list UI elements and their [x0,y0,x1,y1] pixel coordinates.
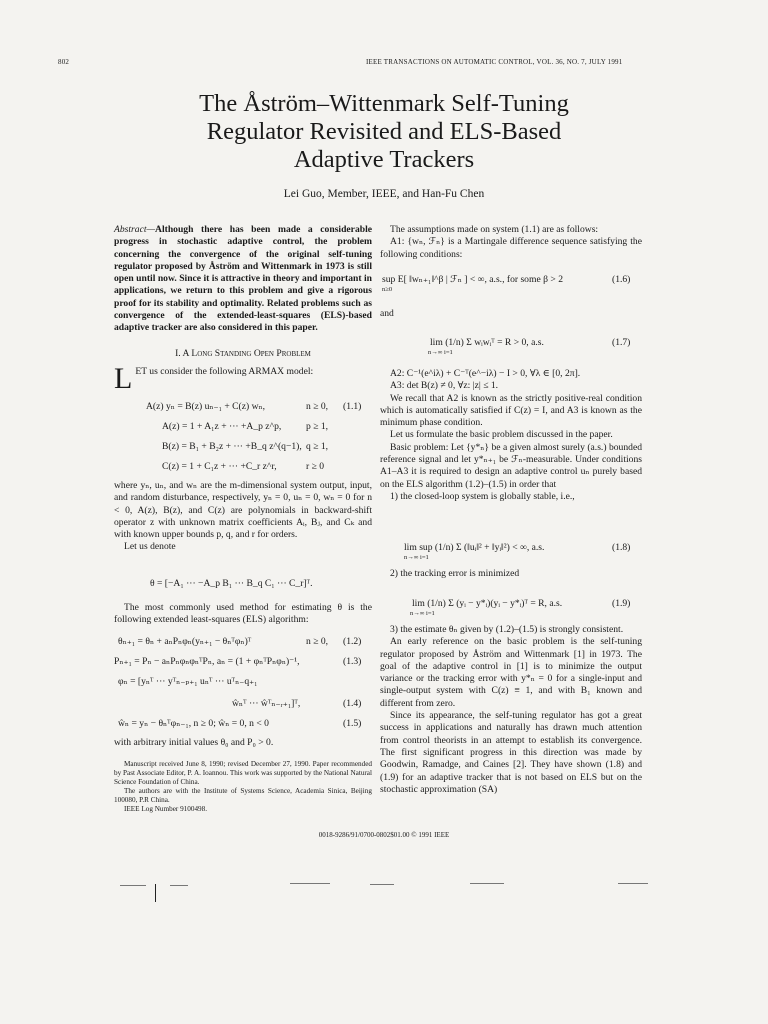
eq-1-5-number: (1.5) [343,718,362,729]
eq-1-9-sub: n→∞ i=1 [410,610,435,617]
scan-mark [155,884,156,902]
section-heading: I. A Long Standing Open Problem [175,348,311,359]
eq-1-2: θₙ₊₁ = θₙ + aₙPₙφₙ(yₙ₊₁ − θₙᵀφₙ)ᵀ [118,636,252,647]
scan-artifact [370,884,394,885]
basic-problem: Basic problem: Let {y*ₙ} be a given almost surely (a.s.) bounded reference signal and let y*ₙ₊₁ be ℱₙ-measurable. Under conditions A1–A3 it is required to design an adaptive control uₙ purely based on the ELS algorithm (1.2)–(1.5) in order that [380,441,642,490]
eq-1-5: ŵₙ = yₙ − θₙᵀφₙ₋₁, n ≥ 0; ŵₙ = 0, n < 0 [118,718,269,729]
eq-1-7: lim (1/n) Σ wᵢwᵢᵀ = R > 0, a.s. [430,337,544,348]
eq-1-4-number: (1.4) [343,698,362,709]
eq-1-6-number: (1.6) [612,274,631,285]
eq-1-2-cond: n ≥ 0, [306,636,329,647]
title-line-3: Adaptive Trackers [293,146,475,173]
intro-text: ET us consider the following ARMAX model: [135,366,314,377]
eq-1-6: sup E[ ‖wₙ₊₁‖^β | ℱₙ ] < ∞, a.s., for some β > 2 [382,274,563,285]
abstract-text: Although there has been made a considerable progress in stochastic adaptive control, the problem concerning the convergence of the original self-tuning regulator proposed by Åström and Wittenmark in 1973 is still open until now. Since it is attractive in theory and important in applications, we return to this problem and give a rigorous proof for its stability and optimality. Related problems such as convergence of the extended-least-squares (ELS)-based adaptive tracker are also considered in this paper. [114,224,372,334]
scan-artifact [290,883,330,884]
eq-1-7-number: (1.7) [612,337,631,348]
eq-1-1-cond-3: q ≥ 1, [306,441,329,452]
abstract-label: Abstract— [114,224,156,235]
scan-artifact [170,885,188,886]
eq-1-1-line-1: A(z) yₙ = B(z) uₙ₋₁ + C(z) wₙ, [146,401,266,412]
footnote-log: IEEE Log Number 9100498. [124,805,208,813]
theta-definition: θ = [−A₁ ··· −A_p B₁ ··· B_q C₁ ··· C_r]ᵀ. [150,578,313,589]
early-reference-paragraph: An early reference on the basic problem is the self-tuning regulator proposed by Åström and Wittenmark [1] in 1973. The goal of the adaptive control in [1] is to minimize the output variance or the tracking error with y*ₙ = 0 for a single-input and single-output system with C(z) ≡ 1, and with B₁ known and different from zero. [380,636,642,709]
assumption-a1: A1: {wₙ, ℱₙ} is a Martingale difference sequence satisfying the following conditions: [380,236,642,260]
init-values [114,737,372,749]
assumption-a3: A3: det B(z) ≠ 0, ∀z: |z| ≤ 1. [390,380,499,392]
running-header: IEEE TRANSACTIONS ON AUTOMATIC CONTROL, VOL. 36, NO. 7, JULY 1991 [366,58,623,66]
model-paragraph: where yₙ, uₙ, and wₙ are the m-dimensional system output, input, and random disturbance, respectively, yₙ = 0, uₙ = 0, wₙ = 0 for n < 0, A(z), B(z), and C(z) are polynomials in backward-shift operator z with unknown matrix coefficients Aᵢ, Bⱼ, and Cₖ and with known upper bounds p, q, and r for orders. [114,480,372,541]
eq-1-9-number: (1.9) [612,598,631,609]
eq-1-8-number: (1.8) [612,542,631,553]
footnote-affiliation: The authors are with the Institute of Systems Science, Academia Sinica, Beijing 100080, P.R China. [114,787,372,804]
eq-1-9: lim (1/n) Σ (yᵢ − y*ᵢ)(yᵢ − y*ᵢ)ᵀ = R, a.s. [412,598,563,609]
left-column-top [114,224,372,335]
eq-1-1-line-4: C(z) = 1 + C₁z + ··· +C_r z^r, [162,461,277,472]
formulate-paragraph: Let us formulate the basic problem discussed in the paper. [390,429,613,441]
eq-1-8: lim sup (1/n) Σ (‖uᵢ‖² + ‖yᵢ‖²) < ∞, a.s. [404,542,545,553]
item-2: 2) the tracking error is minimized [390,568,520,579]
eq-1-8-sub: n→∞ i=1 [404,554,429,561]
els-intro [114,602,372,627]
item-2-wrap [380,568,642,580]
title-line-1: The Åström–Wittenmark Self-Tuning [199,90,569,117]
footnote [114,760,372,814]
section-intro [114,362,372,395]
eq-1-6-sub: n≥0 [382,286,393,293]
eq-1-1-number: (1.1) [343,401,362,412]
footnote-received: Manuscript received June 8, 1990; revised December 27, 1990. Paper recommended by Past Associate Editor, P. A. Ioannou. This work was supported by the National Natural Science Foundation of China. [114,760,372,786]
recall-paragraph: We recall that A2 is known as the strictly positive-real condition which is automatically satisfied if C(z) = I, and A3 is known as the minimum phase condition. [380,392,642,429]
eq-1-1-line-2: A(z) = 1 + A₁z + ··· +A_p z^p, [162,421,282,432]
abstract [114,224,372,335]
eq-1-1-cond-2: p ≥ 1, [306,421,329,432]
scan-artifact [120,885,146,886]
assumptions-intro: The assumptions made on system (1.1) are as follows: [390,224,599,235]
eq-1-3: Pₙ₊₁ = Pₙ − aₙPₙφₙφₙᵀPₙ, aₙ = (1 + φₙᵀPₙφₙ)⁻¹, [114,656,300,667]
eq-1-1-cond-1: n ≥ 0, [306,401,329,412]
assumptions [380,224,642,261]
eq-1-3-number: (1.3) [343,656,362,667]
eq-1-1-line-3: B(z) = B₁ + B₂z + ··· +B_q z^(q−1), [162,441,302,452]
right-body [380,368,642,503]
init-values-text: with arbitrary initial values θ₀ and P₀ > 0. [114,737,274,748]
item-1: 1) the closed-loop system is globally stable, i.e., [390,490,575,502]
page-number: 802 [58,58,70,66]
eq-1-1-cond-4: r ≥ 0 [306,461,325,472]
model-description [114,480,372,554]
copyright-line: 0018-9286/91/0700-0802$01.00 © 1991 IEEE [318,831,450,839]
since-appearance-paragraph: Since its appearance, the self-tuning regulator has got a great success in applications and naturally has drawn much attention from control theorists in an attempt to establish its convergence. The first significant progress in this direction was made by Goodwin, Ramadge, and Caines [2]. They have shown (1.8) and (1.9) for an adaptive tracker that is not based on ELS but on the stochastic approximation (SA) [380,710,642,795]
eq-1-4-line-2: ŵₙᵀ ··· ŵᵀₙ₋ᵣ₊₁]ᵀ, [232,698,301,709]
els-paragraph: The most commonly used method for estimating θ is the following extended least-squares (ELS) algorithm: [114,602,372,626]
let-denote: Let us denote [124,541,176,553]
title-line-2: Regulator Revisited and ELS-Based [206,118,562,145]
scan-artifact [470,883,504,884]
authors: Lei Guo, Member, IEEE, and Han-Fu Chen [283,188,485,200]
drop-cap: L [114,362,133,395]
eq-1-7-sub: n→∞ i=1 [428,349,453,356]
and-text: and [380,308,394,319]
right-body-2 [380,624,642,796]
eq-1-2-number: (1.2) [343,636,362,647]
paper-title [0,90,768,174]
item-3: 3) the estimate θₙ given by (1.2)–(1.5) is strongly consistent. [390,624,624,635]
scan-artifact [618,883,648,884]
assumption-a2: A2: C⁻¹(e^iλ) + C⁻ᵀ(e^−iλ) − I > 0, ∀λ ∈ [0, 2π]. [390,368,581,379]
eq-1-4-line-1: φₙ = [yₙᵀ ··· yᵀₙ₋ₚ₊₁ uₙᵀ ··· uᵀₙ₋q₊₁ [118,676,258,687]
